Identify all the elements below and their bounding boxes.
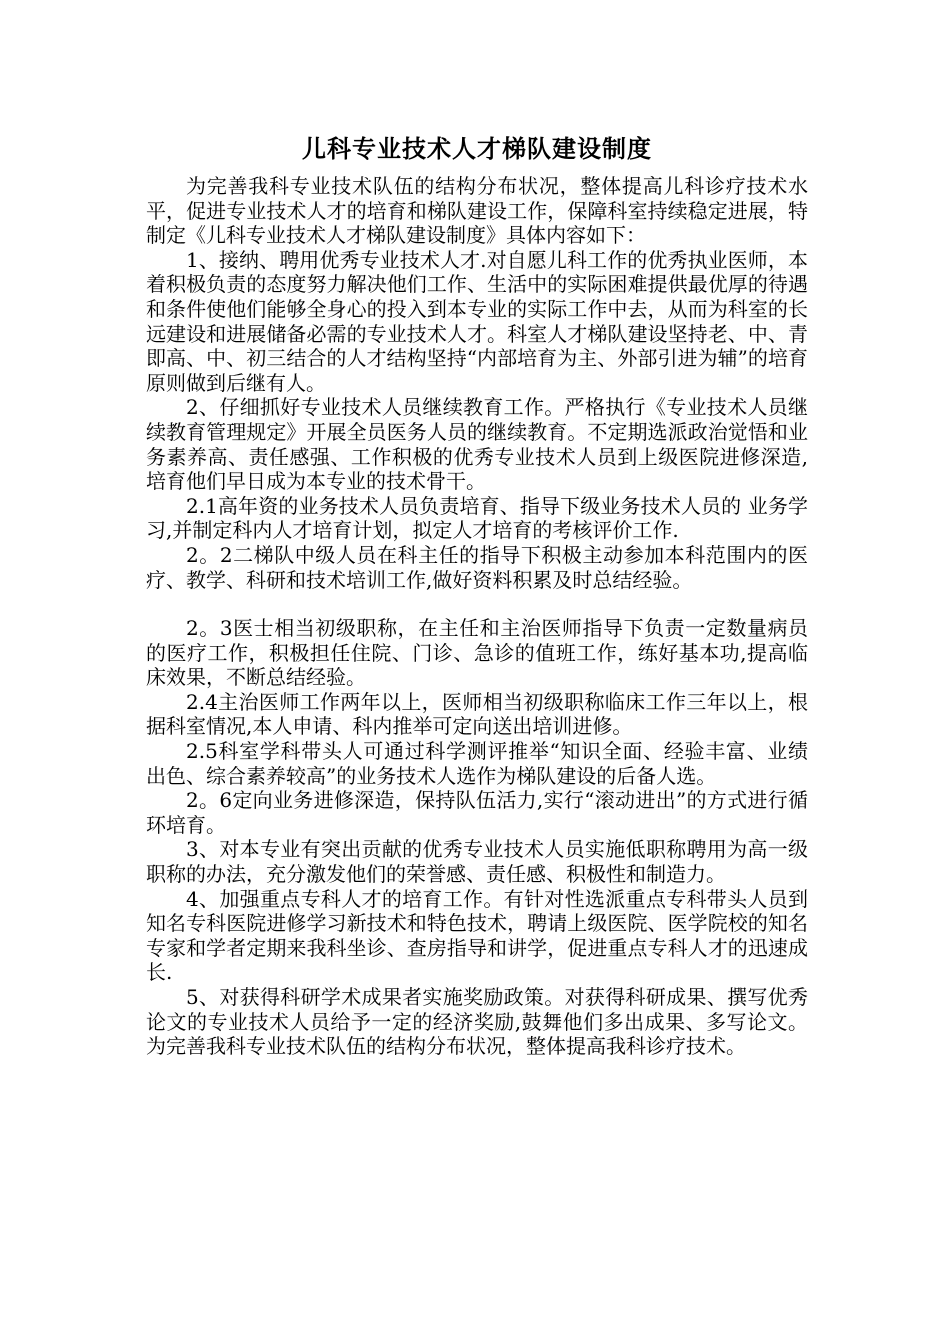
document-title: 儿科专业技术人才梯队建设制度 — [302, 135, 652, 163]
paragraph-2-5: 2.5科室学科带头人可通过科学测评推举“知识全面、经验丰富、业绩出色、综合素养较高”的业务技术人选作为梯队建设的后备人选。 — [146, 739, 808, 788]
document-page — [146, 132, 808, 1059]
paragraph-3: 3、对本专业有突出贡献的优秀专业技术人员实施低职称聘用为高一级职称的办法，充分激发他们的荣誉感、责任感、积极性和制造力。 — [146, 837, 808, 887]
paragraph-2-4: 2.4主治医师工作两年以上，医师相当初级职称临床工作三年以上，根据科室情况,本人申请、科内推举可定向送出培训进修。 — [146, 689, 808, 739]
blank-line — [146, 592, 808, 616]
paragraph-2-6: 2。6定向业务进修深造，保持队伍活力,实行“滚动进出”的方式进行循环培育。 — [146, 788, 808, 837]
paragraph-1: 1、接纳、聘用优秀专业技术人才.对自愿儿科工作的优秀执业医师，本着积极负责的态度努力解决他们工作、生活中的实际困难提供最优厚的待遇和条件使他们能够全身心的投入到本专业的实际工作中去，从而为科室的长远建设和进展储备必需的专业技术人才。科室人才梯队建设坚持老、中、青即高、中、初三结合的人才结构坚持“内部培育为主、外部引进为辅”的培育原则做到后继有人。 — [146, 247, 808, 395]
paragraph-2-3: 2。3医士相当初级职称，在主任和主治医师指导下负责一定数量病员的医疗工作，积极担任住院、门诊、急诊的值班工作，练好基本功,提高临床效果，不断总结经验。 — [146, 616, 808, 690]
paragraph-5: 5、对获得科研学术成果者实施奖励政策。对获得科研成果、撰写优秀论文的专业技术人员给予一定的经济奖励,鼓舞他们多出成果、多写论文。为完善我科专业技术队伍的结构分布状况，整体提高我科诊疗技术。 — [146, 985, 808, 1059]
paragraph-2-2: 2。2二梯队中级人员在科主任的指导下积极主动参加本科范围内的医疗、教学、科研和技术培训工作,做好资料积累及时总结经验。 — [146, 542, 808, 592]
paragraph-2: 2、仔细抓好专业技术人员继续教育工作。严格执行《专业技术人员继续教育管理规定》开展全员医务人员的继续教育。不定期选派政治觉悟和业务素养高、责任感强、工作积极的优秀专业技术人员到上级医院进修深造,培育他们早日成为本专业的技术骨干。 — [146, 395, 808, 494]
paragraph-2-1: 2.1高年资的业务技术人员负责培育、指导下级业务技术人员的 业务学习,并制定科内人才培育计划，拟定人才培育的考核评价工作. — [146, 493, 808, 543]
intro-paragraph: 为完善我科专业技术队伍的结构分布状况，整体提高儿科诊疗技术水平，促进专业技术人才的培育和梯队建设工作，保障科室持续稳定进展，特制定《儿科专业技术人才梯队建设制度》具体内容如下： — [146, 174, 808, 248]
paragraph-4: 4、加强重点专科人才的培育工作。有针对性选派重点专科带头人员到知名专科医院进修学习新技术和特色技术，聘请上级医院、医学院校的知名专家和学者定期来我科坐诊、查房指导和讲学，促进重点专科人才的迅速成长. — [146, 886, 808, 985]
